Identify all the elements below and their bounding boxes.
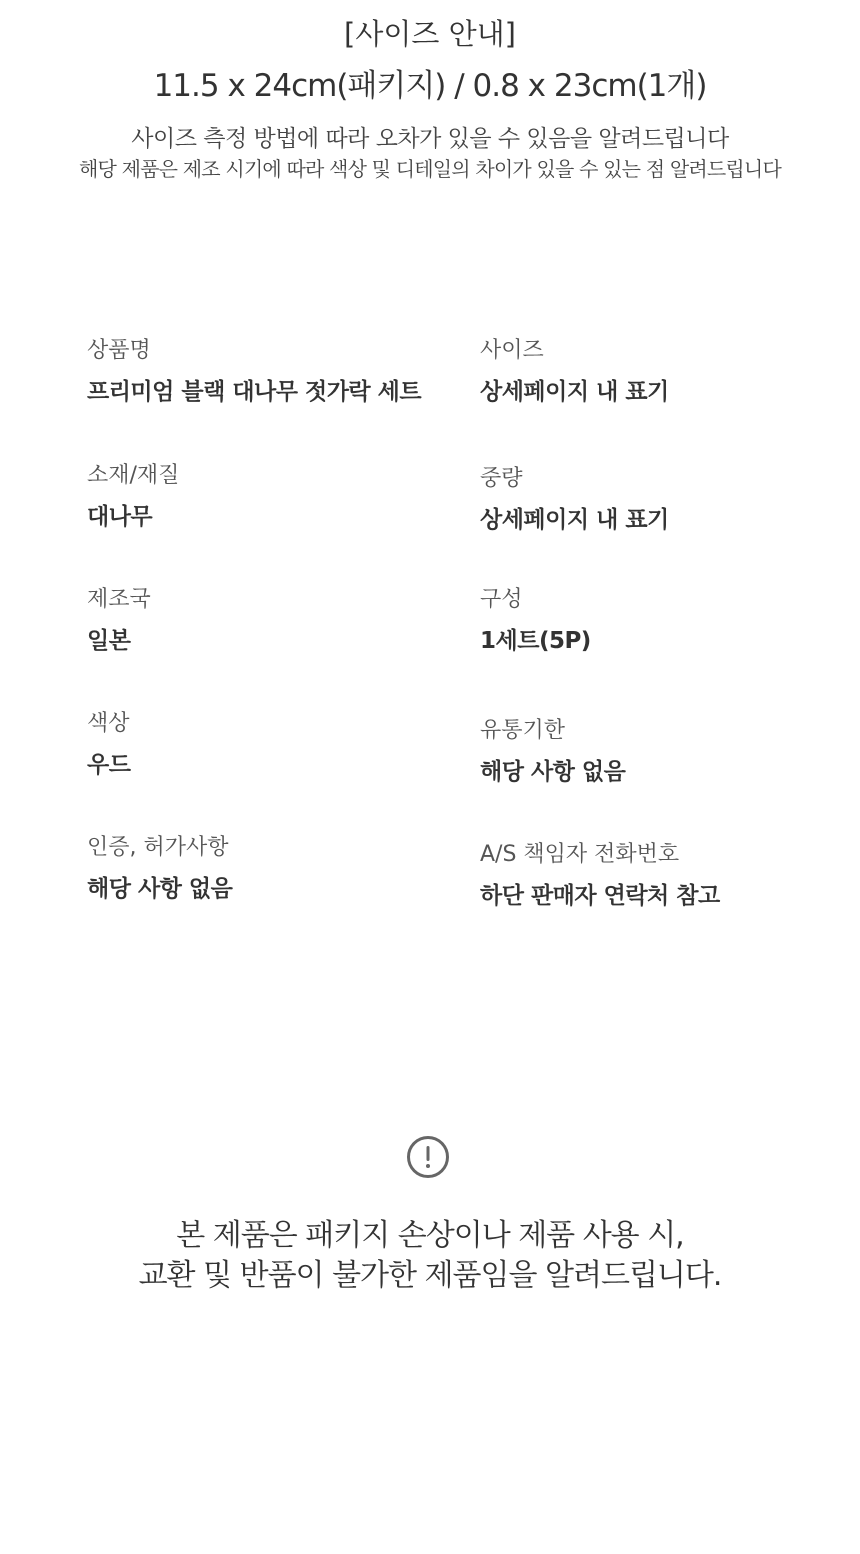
spec-as-contact	[480, 840, 720, 912]
spec-value: 해당 사항 없음	[87, 876, 233, 902]
size-guide-title: [사이즈 안내]	[344, 17, 516, 51]
spec-label: 유통기한	[480, 718, 566, 743]
spec-product-name	[87, 336, 421, 408]
spec-value: 상세페이지 내 표기	[480, 507, 669, 533]
spec-label: 사이즈	[480, 338, 544, 363]
spec-value: 일본	[87, 628, 131, 654]
spec-weight	[480, 464, 669, 536]
notice-text-line-2: 교환 및 반품이 불가한 제품임을 알려드립니다.	[138, 1258, 722, 1293]
spec-value: 우드	[87, 752, 131, 778]
spec-material	[87, 461, 179, 533]
spec-origin	[87, 585, 151, 657]
spec-label: 색상	[87, 711, 130, 736]
spec-label: 제조국	[87, 587, 151, 612]
exclamation-circle-icon	[407, 1136, 449, 1178]
spec-label: 상품명	[87, 338, 151, 363]
spec-value: 대나무	[87, 504, 153, 530]
spec-certification	[87, 833, 232, 905]
spec-value: 프리미엄 블랙 대나무 젓가락 세트	[87, 379, 422, 405]
spec-size	[480, 336, 669, 408]
spec-expiry	[480, 716, 625, 788]
size-guide-note-variation: 해당 제품은 제조 시기에 따라 색상 및 디테일의 차이가 있을 수 있는 점 알려드립니다	[79, 157, 781, 181]
spec-color	[87, 709, 130, 781]
size-guide-dimensions: 11.5 x 24cm(패키지) / 0.8 x 23cm(1개)	[153, 68, 707, 104]
spec-value: 상세페이지 내 표기	[480, 379, 669, 405]
spec-label: 소재/재질	[87, 463, 180, 488]
size-guide-note-measurement: 사이즈 측정 방법에 따라 오차가 있을 수 있음을 알려드립니다	[131, 126, 729, 152]
spec-label: 인증, 허가사항	[87, 835, 229, 860]
spec-label: 중량	[480, 466, 523, 491]
spec-value: 1세트(5P)	[480, 628, 591, 654]
spec-value: 해당 사항 없음	[480, 759, 626, 785]
spec-value: 하단 판매자 연락처 참고	[480, 883, 720, 909]
spec-label: 구성	[480, 587, 523, 612]
notice-text-line-1: 본 제품은 패키지 손상이나 제품 사용 시,	[176, 1218, 684, 1253]
spec-label: A/S 책임자 전화번호	[480, 842, 680, 867]
spec-composition	[480, 585, 591, 657]
